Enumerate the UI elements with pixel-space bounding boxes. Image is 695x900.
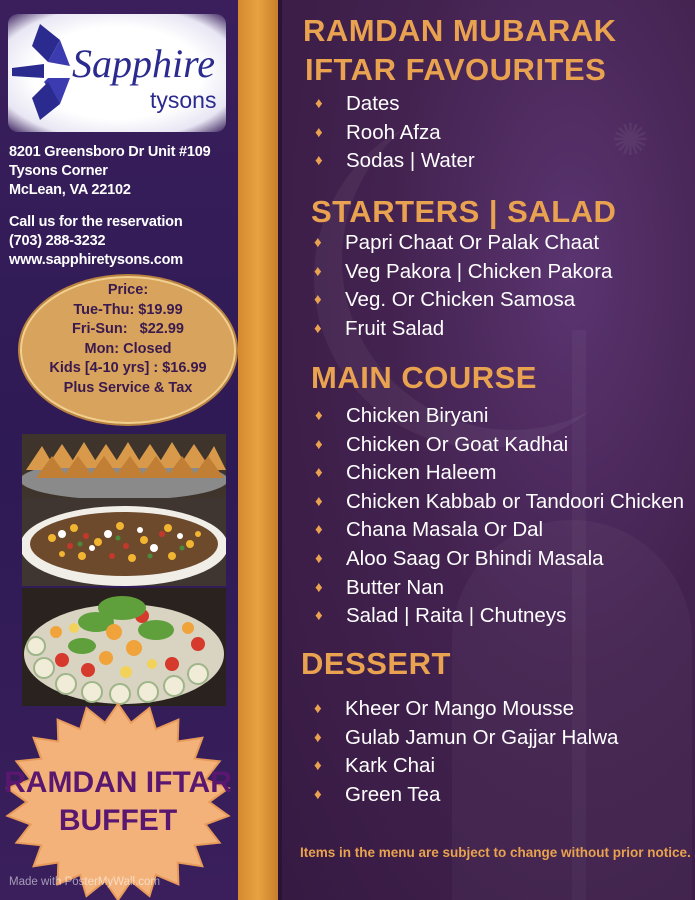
diamond-bullet-icon: ♦ bbox=[314, 700, 322, 717]
orange-divider-stripe bbox=[238, 0, 278, 900]
menu-item-label: Fruit Salad bbox=[345, 316, 445, 340]
diamond-bullet-icon: ♦ bbox=[314, 262, 322, 280]
starters-list bbox=[311, 229, 612, 343]
price-mon: Mon: Closed bbox=[84, 340, 172, 357]
menu-item-label: Salad | Raita | Chutneys bbox=[346, 604, 567, 628]
diamond-bullet-icon: ♦ bbox=[315, 95, 323, 112]
promo-title bbox=[4, 764, 232, 840]
menu-item-label: Green Tea bbox=[345, 782, 441, 806]
menu-item-label: Rooh Afza bbox=[346, 120, 441, 144]
menu-item bbox=[311, 286, 612, 315]
promo-line: BUFFET bbox=[58, 804, 178, 837]
headline: RAMDAN MUBARAK bbox=[303, 13, 617, 48]
diamond-bullet-icon: ♦ bbox=[315, 492, 323, 510]
menu-item-label: Butter Nan bbox=[346, 575, 444, 599]
menu-item bbox=[312, 402, 684, 431]
chaat-photo bbox=[22, 498, 226, 586]
section-title-starters: STARTERS | SALAD bbox=[311, 194, 617, 229]
diamond-bullet-icon: ♦ bbox=[315, 607, 323, 625]
menu-item bbox=[311, 724, 618, 753]
section-title-main: MAIN COURSE bbox=[311, 360, 537, 395]
price-extra: Plus Service & Tax bbox=[63, 379, 193, 396]
promo-line: RAMDAN IFTAR bbox=[4, 766, 232, 799]
diamond-bullet-icon: ♦ bbox=[314, 291, 322, 309]
menu-item bbox=[311, 695, 618, 724]
menu-item-label: Chicken Kabbab or Tandoori Chicken bbox=[346, 489, 685, 513]
brand-logo bbox=[8, 14, 226, 132]
price-kids: Kids [4-10 yrs] : $16.99 bbox=[49, 360, 207, 376]
diamond-bullet-icon: ♦ bbox=[315, 435, 323, 453]
menu-item bbox=[312, 488, 684, 517]
menu-item-label: Papri Chaat Or Palak Chaat bbox=[345, 231, 600, 254]
diamond-bullet-icon: ♦ bbox=[315, 123, 323, 141]
menu-item bbox=[312, 119, 475, 148]
phone-number: (703) 288-3232 bbox=[9, 233, 106, 249]
left-panel bbox=[0, 0, 238, 900]
address-line: McLean, VA 22102 bbox=[9, 182, 131, 198]
menu-item-label: Gulab Jamun Or Gajjar Halwa bbox=[345, 725, 619, 749]
brand-subtitle: tysons bbox=[150, 87, 217, 113]
menu-item-label: Chicken Haleem bbox=[346, 461, 497, 485]
menu-item bbox=[312, 147, 475, 176]
menu-item-label: Chicken Biryani bbox=[346, 404, 489, 427]
diamond-bullet-icon: ♦ bbox=[314, 757, 322, 775]
diamond-bullet-icon: ♦ bbox=[315, 152, 323, 170]
menu-item-label: Chana Masala Or Dal bbox=[346, 518, 544, 542]
brand-wordmark: Sapphire bbox=[72, 41, 215, 86]
section-title-iftar: IFTAR FAVOURITES bbox=[305, 52, 607, 87]
menu-item bbox=[312, 459, 684, 488]
address-line: 8201 Greensboro Dr Unit #109 bbox=[9, 144, 211, 160]
diamond-bullet-icon: ♦ bbox=[315, 464, 323, 482]
menu-item bbox=[312, 545, 684, 574]
menu-item bbox=[311, 315, 612, 344]
menu-item bbox=[311, 258, 612, 287]
menu-item bbox=[312, 90, 475, 119]
menu-item-label: Dates bbox=[346, 92, 400, 115]
menu-item bbox=[311, 752, 618, 781]
reservation-block bbox=[9, 213, 183, 270]
price-badge bbox=[20, 276, 236, 424]
salad-photo bbox=[22, 588, 226, 706]
address-line: Tysons Corner bbox=[9, 163, 108, 179]
star-decoration: ✺ bbox=[612, 116, 649, 165]
samosa-photo bbox=[22, 434, 226, 502]
sapphire-gem-icon bbox=[8, 18, 78, 126]
address-block bbox=[9, 143, 211, 200]
menu-item bbox=[312, 431, 684, 460]
main-course-list bbox=[312, 402, 684, 631]
section-title-dessert: DESSERT bbox=[301, 646, 451, 681]
iftar-list bbox=[312, 90, 475, 176]
diamond-bullet-icon: ♦ bbox=[315, 407, 323, 424]
diamond-bullet-icon: ♦ bbox=[315, 521, 323, 539]
menu-item-label: Veg. Or Chicken Samosa bbox=[345, 288, 576, 312]
price-tue-thu: Tue-Thu: $19.99 bbox=[73, 301, 183, 318]
diamond-bullet-icon: ♦ bbox=[315, 549, 323, 567]
watermark: Made with PosterMyWall.com bbox=[9, 876, 161, 888]
diamond-bullet-icon: ♦ bbox=[314, 728, 322, 746]
menu-item-label: Kark Chai bbox=[345, 754, 436, 778]
menu-item bbox=[311, 229, 612, 258]
menu-item-label: Aloo Saag Or Bhindi Masala bbox=[346, 546, 604, 570]
menu-item-label: Chicken Or Goat Kadhai bbox=[346, 432, 569, 456]
website-text: www.sapphiretysons.com bbox=[9, 252, 183, 268]
dessert-list bbox=[311, 695, 618, 809]
diamond-bullet-icon: ♦ bbox=[314, 319, 322, 337]
menu-item-label: Veg Pakora | Chicken Pakora bbox=[345, 259, 613, 283]
diamond-bullet-icon: ♦ bbox=[315, 578, 323, 596]
menu-item-label: Kheer Or Mango Mousse bbox=[345, 697, 575, 720]
menu-item-label: Sodas | Water bbox=[346, 149, 475, 173]
price-title: Price: bbox=[107, 282, 149, 298]
menu-item bbox=[312, 602, 684, 631]
diamond-bullet-icon: ♦ bbox=[314, 234, 322, 251]
price-fri-sun: Fri-Sun: $22.99 bbox=[71, 321, 184, 337]
reservation-text: Call us for the reservation bbox=[9, 214, 183, 230]
menu-item bbox=[312, 516, 684, 545]
disclaimer-notice: Items in the menu are subject to change without prior notice. bbox=[300, 845, 691, 860]
menu-item bbox=[312, 574, 684, 603]
menu-item bbox=[311, 781, 618, 810]
diamond-bullet-icon: ♦ bbox=[314, 785, 322, 803]
